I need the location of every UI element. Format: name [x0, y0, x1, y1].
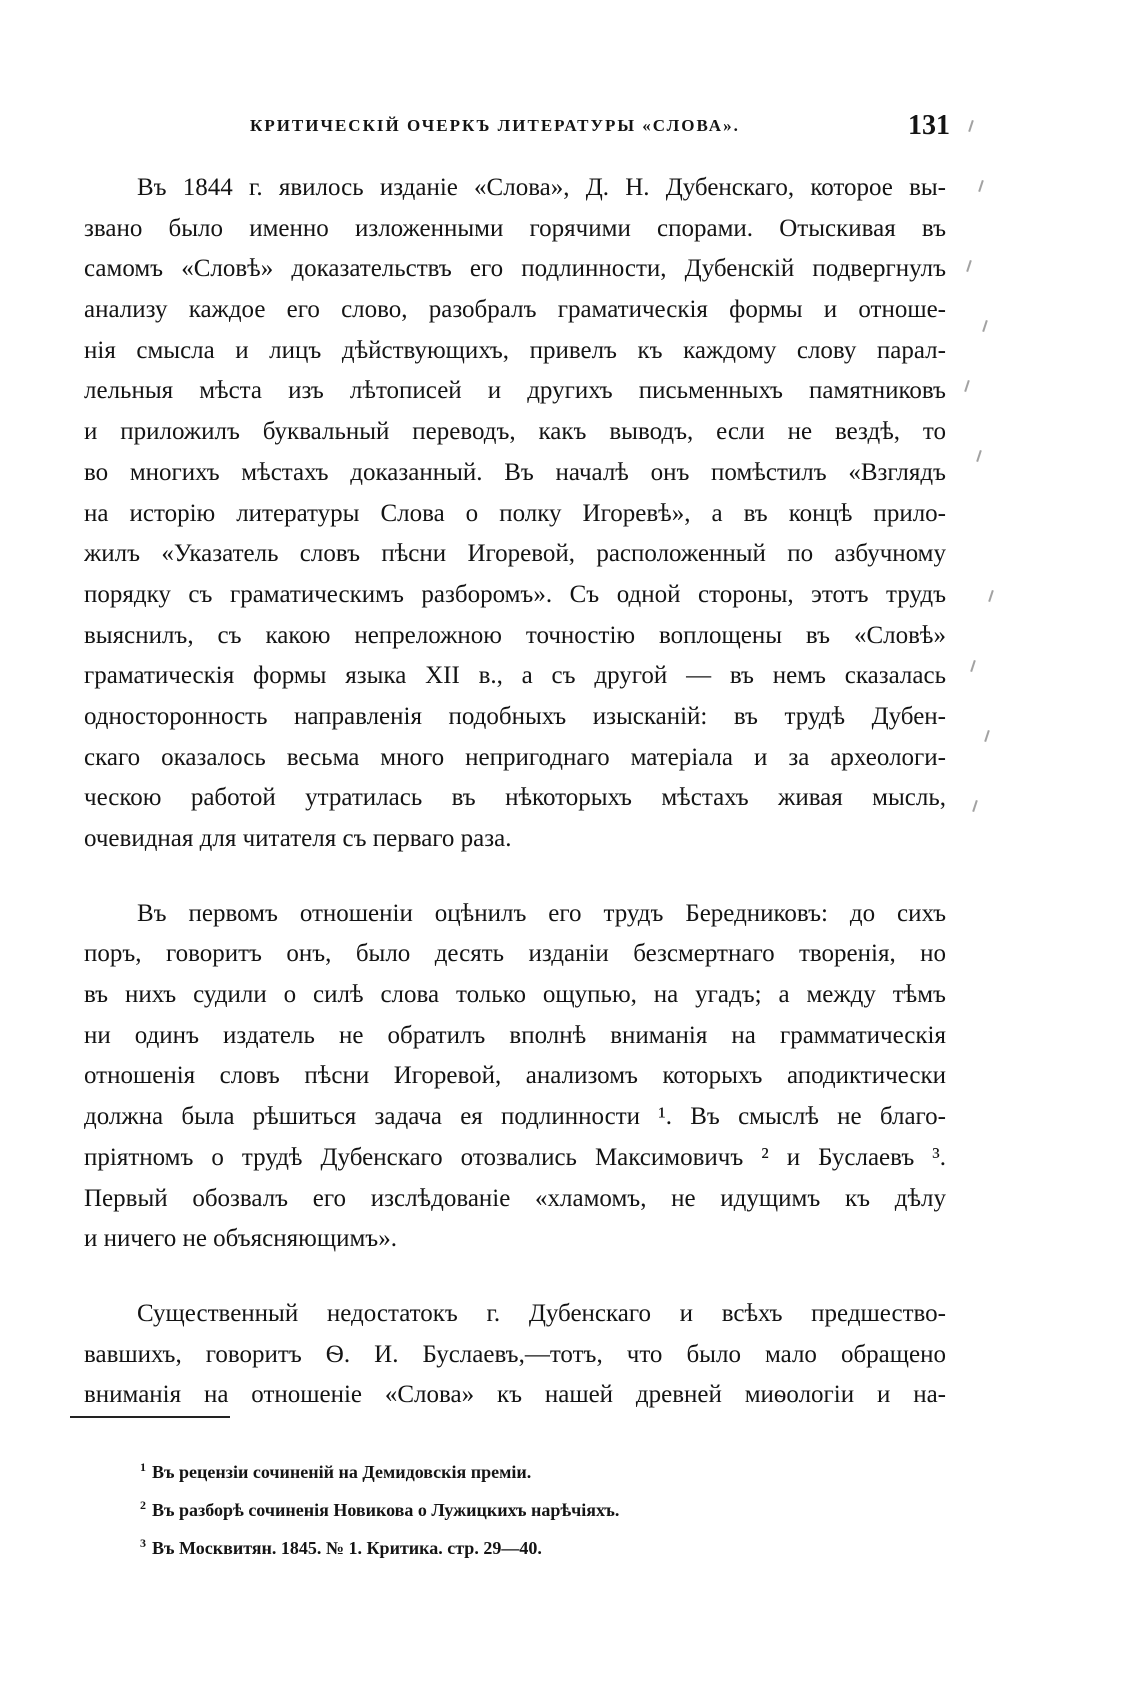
text-line: нія смысла и лицъ дѣйствующихъ, привелъ къ каждому слову парал-	[84, 336, 946, 364]
paragraph-gap	[84, 860, 946, 894]
footnotes	[140, 1448, 940, 1562]
pencil-mark	[970, 660, 976, 672]
paragraph-1	[84, 168, 946, 860]
text-line: отношенія словъ пѣсни Игоревой, анализомъ которыхъ аподиктически	[84, 1062, 946, 1090]
text-line: односторонность направленія подобныхъ изысканій: въ трудѣ Дубен-	[84, 702, 946, 730]
footnote-divider	[70, 1416, 230, 1418]
paragraph-gap	[84, 1260, 946, 1294]
footnote-mark: 2	[140, 1498, 146, 1512]
text-line: ни одинъ издатель не обратилъ вполнѣ вниманія на грамматическія	[84, 1021, 946, 1049]
pencil-mark	[978, 180, 984, 192]
pencil-mark	[984, 730, 990, 742]
footnote-text: Въ рецензіи сочиненій на Демидовскія преміи.	[152, 1462, 532, 1482]
text-line: ческою работой утратилась въ нѣкоторыхъ мѣстахъ живая мысль,	[84, 784, 946, 812]
text-line: Существенный недостатокъ г. Дубенскаго и всѣхъ предшество-	[137, 1299, 946, 1327]
text-line: очевидная для читателя съ перваго раза.	[84, 825, 512, 852]
text-line: звано было именно изложенными горячими спорами. Отыскивая въ	[84, 214, 946, 242]
text-line: и приложилъ буквальный переводъ, какъ выводъ, если не вездѣ, то	[84, 418, 946, 446]
text-line: лельныя мѣста изъ лѣтописей и другихъ письменныхъ памятниковъ	[84, 377, 946, 405]
footnote-text: Въ разборѣ сочиненія Новикова о Лужицкихъ нарѣчіяхъ.	[152, 1500, 620, 1520]
text-line: анализу каждое его слово, разобралъ граматическія формы и отноше-	[84, 296, 946, 324]
text-line: пріятномъ о трудѣ Дубенскаго отозвались Максимовичъ ² и Буслаевъ ³.	[84, 1143, 946, 1171]
text-line: на исторію литературы Слова о полку Игоревѣ», а въ концѣ прило-	[84, 499, 946, 527]
footnote-mark: 3	[140, 1536, 146, 1550]
text-line: порядку съ граматическимъ разборомъ». Съ одной стороны, этотъ трудъ	[84, 580, 946, 608]
pencil-mark	[968, 120, 974, 132]
paragraph-2	[84, 894, 946, 1260]
pencil-mark	[976, 450, 982, 462]
footnote	[140, 1524, 940, 1562]
paragraph-3	[84, 1294, 946, 1416]
footnote	[140, 1486, 940, 1524]
text-line: во многихъ мѣстахъ доказанный. Въ началѣ онъ помѣстилъ «Взглядъ	[84, 458, 946, 486]
text-line: поръ, говоритъ онъ, было десять изданіи безсмертнаго творенія, но	[84, 940, 946, 968]
pencil-mark	[972, 800, 978, 812]
page-number: 131	[908, 110, 950, 141]
pencil-mark	[982, 320, 988, 332]
pencil-mark	[964, 380, 970, 392]
text-line: въ нихъ судили о силѣ слова только ощупью, на угадъ; а между тѣмъ	[84, 981, 946, 1009]
text-line: скаго оказалось весьма много непригоднаго матеріала и за археологи-	[84, 743, 946, 771]
text-line: граматическія формы языка XII в., а съ другой — въ немъ сказалась	[84, 662, 946, 690]
text-line: должна была рѣшиться задача ея подлинности ¹. Въ смыслѣ не благо-	[84, 1103, 946, 1131]
text-line: вниманія на отношеніе «Слова» къ нашей древней миѳологіи и на-	[84, 1381, 946, 1409]
margin-pencil-marks	[960, 120, 1040, 840]
footnote-mark: 1	[140, 1460, 146, 1474]
page-header	[250, 110, 950, 150]
text-line: самомъ «Словѣ» доказательствъ его подлинности, Дубенскій подвергнулъ	[84, 255, 946, 283]
footnote-text: Въ Москвитян. 1845. № 1. Критика. стр. 29—40.	[152, 1538, 542, 1558]
text-line: Въ первомъ отношеніи оцѣнилъ его трудъ Бередниковъ: до сихъ	[137, 899, 946, 927]
pencil-mark	[988, 590, 994, 602]
pencil-mark	[966, 260, 972, 272]
text-line: Въ 1844 г. явилось изданіе «Слова», Д. Н. Дубенскаго, которое вы-	[137, 174, 946, 201]
text-line: Первый обозвалъ его изслѣдованіе «хламомъ, не идущимъ къ дѣлу	[84, 1184, 946, 1212]
text-line: жилъ «Указатель словъ пѣсни Игоревой, расположенный по азбучному	[84, 540, 946, 568]
running-head: КРИТИЧЕСКІЙ ОЧЕРКЪ ЛИТЕРАТУРЫ «СЛОВА».	[250, 116, 740, 135]
text-line: и ничего не объясняющимъ».	[84, 1225, 397, 1253]
footnote	[140, 1448, 940, 1486]
text-line-underlined: выяснилъ, съ какою непреложною точностію воплощены въ «Словѣ»	[84, 621, 946, 649]
text-line: вавшихъ, говоритъ Ѳ. И. Буслаевъ,—тотъ, что было мало обращено	[84, 1340, 946, 1368]
body-text	[84, 168, 946, 1416]
